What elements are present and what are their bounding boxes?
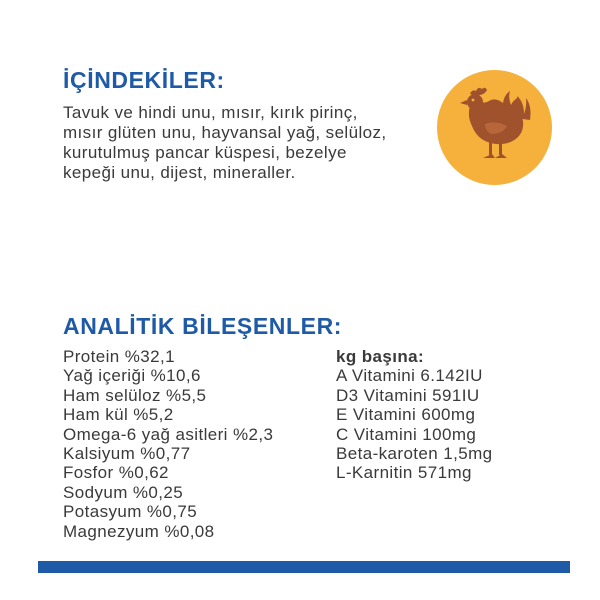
list-item: Potasyum %0,75 xyxy=(63,502,198,522)
analytic-heading: ANALİTİK BİLEŞENLER: xyxy=(63,313,343,339)
chicken-icon xyxy=(437,70,552,185)
list-item: D3 Vitamini 591IU xyxy=(336,385,480,405)
list-item: Sodyum %0,25 xyxy=(63,482,184,502)
ingredients-line: mısır glüten unu, hayvansal yağ, selüloz, xyxy=(63,123,387,142)
list-item: C Vitamini 100mg xyxy=(336,424,477,444)
ingredients-heading: İÇİNDEKİLER: xyxy=(63,67,225,93)
list-item: Protein %32,1 xyxy=(63,347,175,366)
list-item: Yağ içeriği %10,6 xyxy=(63,366,201,386)
list-item: Beta-karoten 1,5mg xyxy=(336,444,493,464)
ingredients-text xyxy=(63,103,433,183)
list-item: Omega-6 yağ asitleri %2,3 xyxy=(63,424,274,444)
list-item: Ham kül %5,2 xyxy=(63,405,174,425)
per-kg-heading: kg başına: xyxy=(336,347,425,366)
chicken-badge xyxy=(437,70,552,185)
ingredients-line: kurutulmuş pancar küspesi, bezelye xyxy=(63,143,347,162)
list-item: Kalsiyum %0,77 xyxy=(63,444,191,464)
list-item: Ham selüloz %5,5 xyxy=(63,385,207,405)
list-item: Magnezyum %0,08 xyxy=(63,521,215,541)
list-item: L-Karnitin 571mg xyxy=(336,463,472,483)
list-item: E Vitamini 600mg xyxy=(336,405,476,425)
list-item: Fosfor %0,62 xyxy=(63,463,169,483)
ingredients-line: Tavuk ve hindi unu, mısır, kırık pirinç, xyxy=(63,103,358,122)
analytic-left-list xyxy=(63,347,273,541)
ingredients-line: kepeği unu, dijest, mineraller. xyxy=(63,163,296,182)
footer-bar xyxy=(38,561,570,573)
analytic-right-list xyxy=(336,347,493,483)
list-item: A Vitamini 6.142IU xyxy=(336,366,483,386)
